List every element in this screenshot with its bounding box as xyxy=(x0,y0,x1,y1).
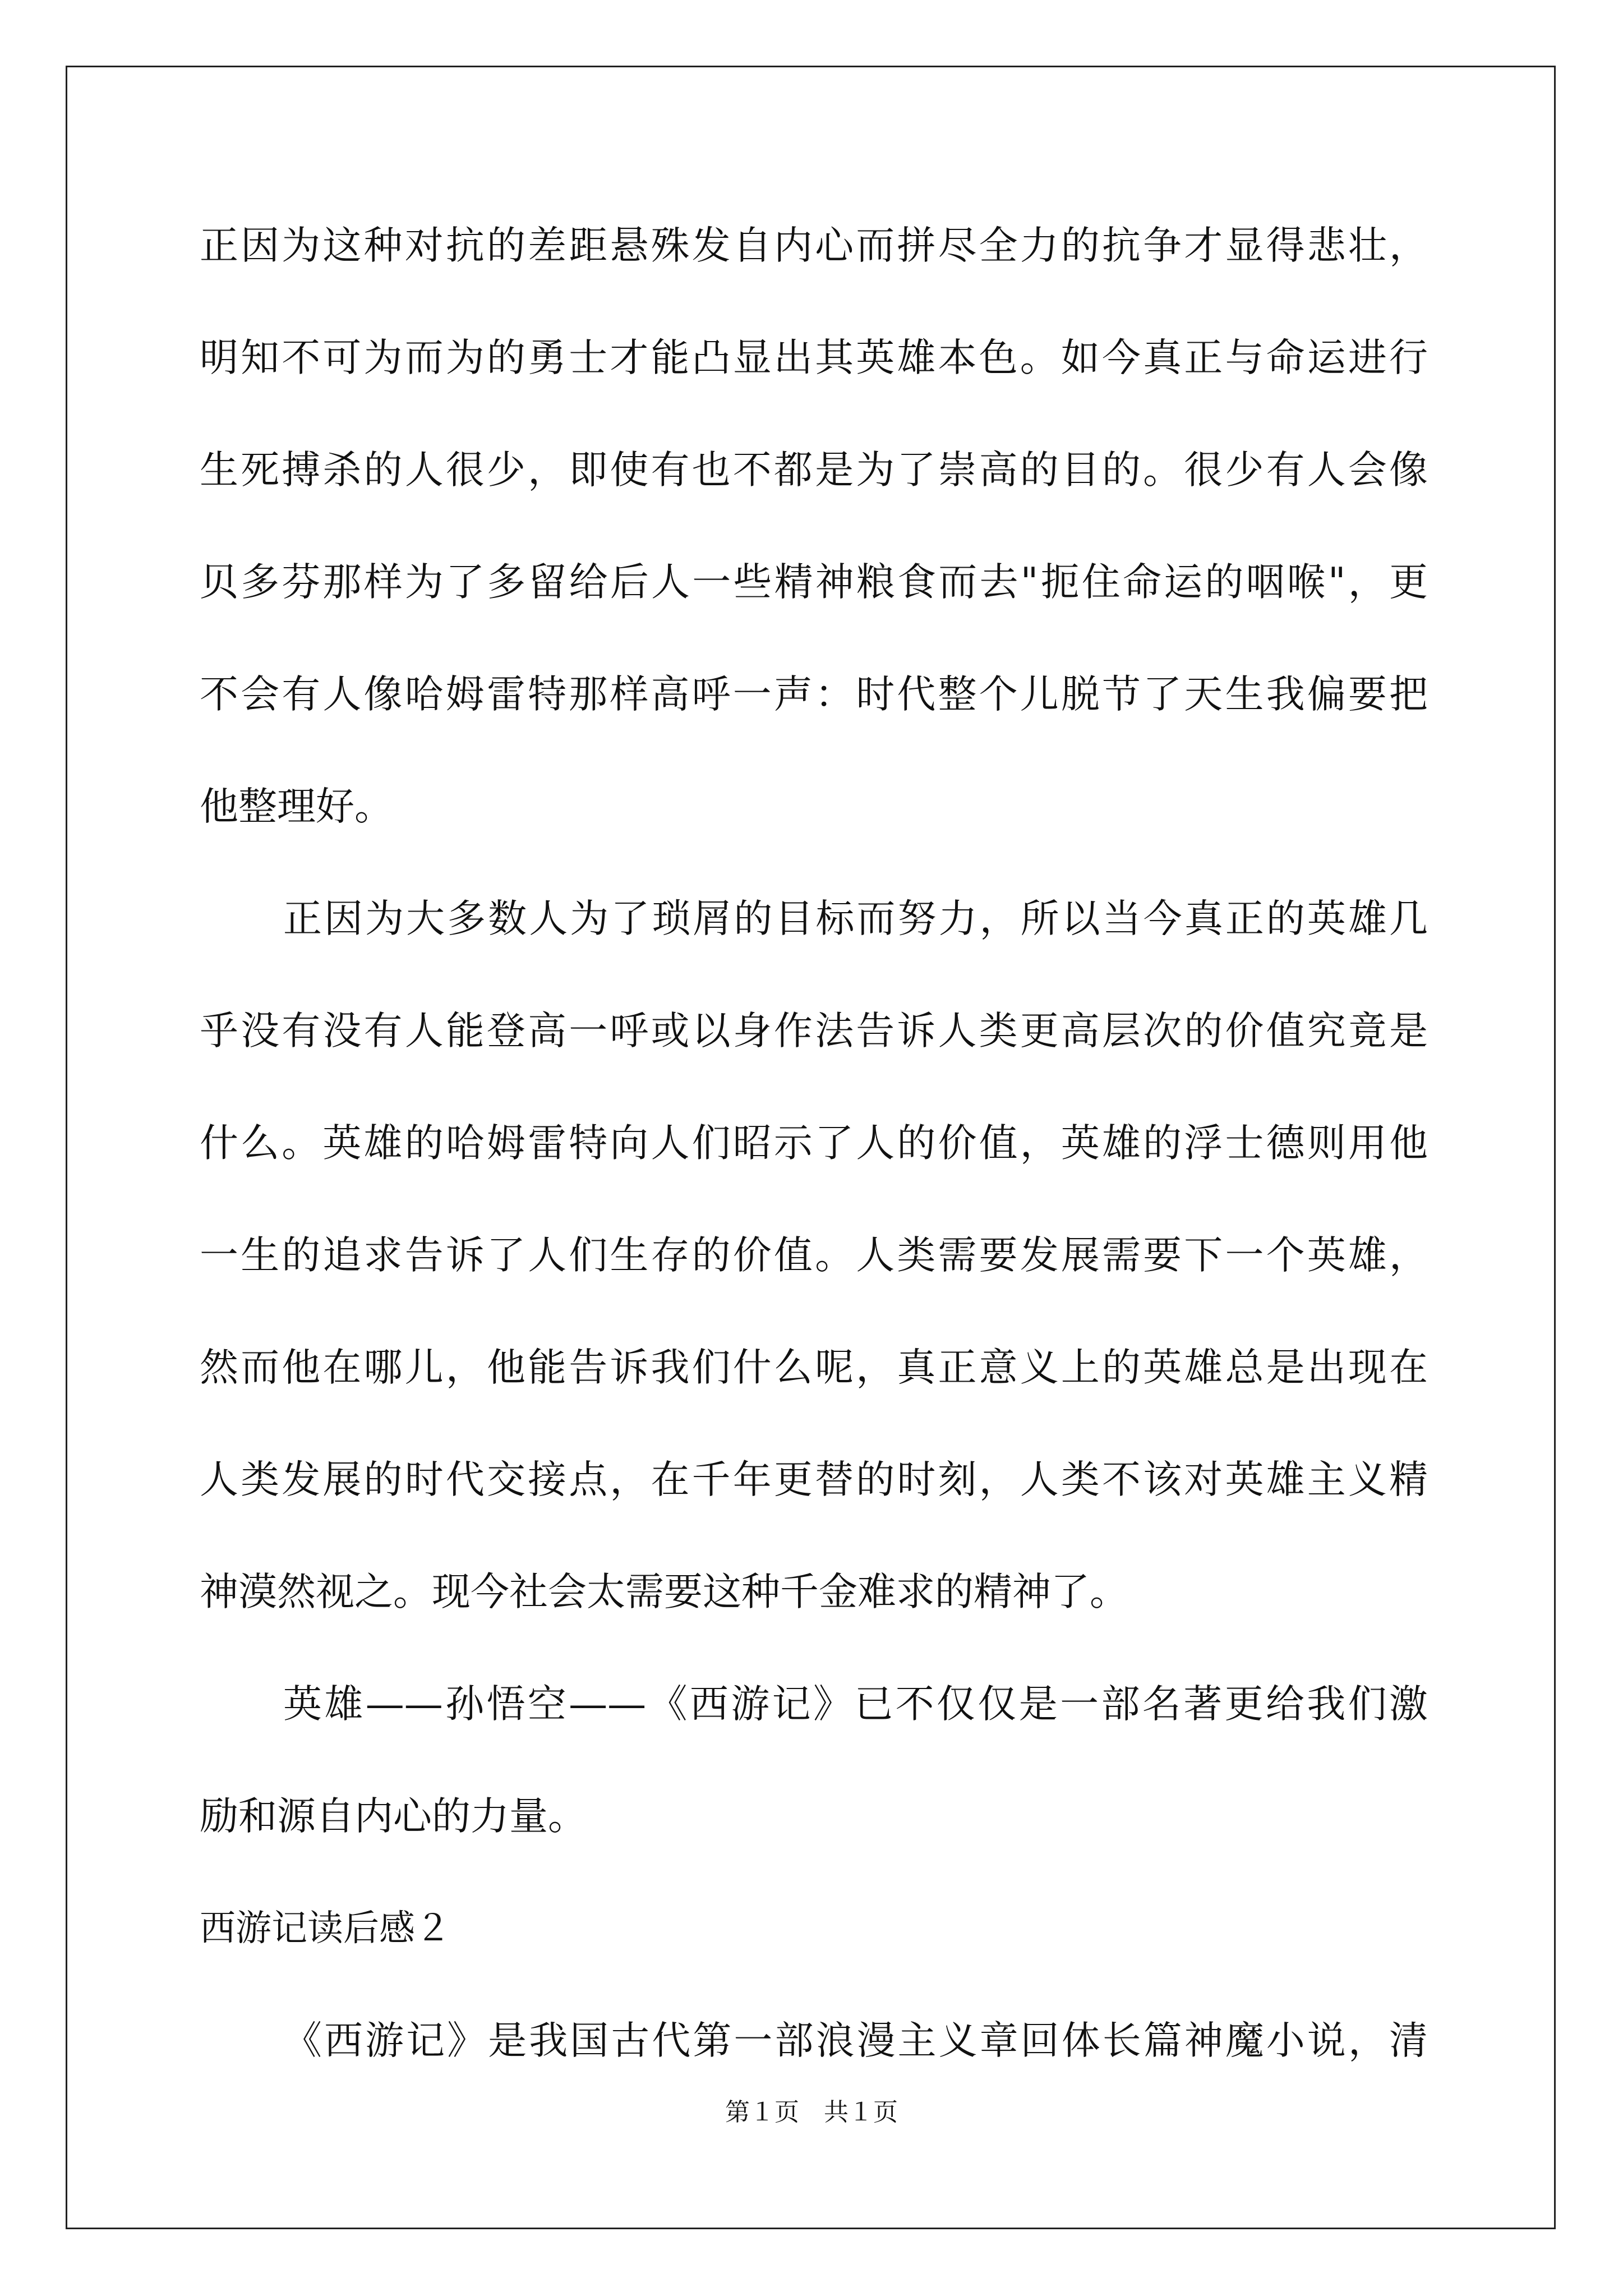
text-line: 不会有人像哈姆雷特那样高呼一声：时代整个儿脱节了天生我偏要把 xyxy=(200,672,1428,717)
text-line: 他整理好。 xyxy=(200,784,393,829)
text-line: 正因为这种对抗的差距悬殊发自内心而拼尽全力的抗争才显得悲壮， xyxy=(200,223,1428,268)
section-heading: 西游记读后感２ xyxy=(200,1908,451,1949)
text-line: 乎没有没有人能登高一呼或以身作法告诉人类更高层次的价值究竟是 xyxy=(200,1009,1428,1053)
text-line: 《西游记》是我国古代第一部浪漫主义章回体长篇神魔小说，清 xyxy=(283,2018,1428,2063)
text-line: 明知不可为而为的勇士才能凸显出其英雄本色。如今真正与命运进行 xyxy=(200,335,1428,380)
text-line: 神漠然视之。现今社会太需要这种千金难求的精神了。 xyxy=(200,1570,1128,1614)
text-line: 贝多芬那样为了多留给后人一些精神粮食而去"扼住命运的咽喉"，更 xyxy=(200,560,1428,605)
text-line: 生死搏杀的人很少，即使有也不都是为了崇高的目的。很少有人会像 xyxy=(200,448,1428,493)
page-footer: 第１页 共１页 xyxy=(725,2098,898,2127)
text-line: 英雄——孙悟空——《西游记》已不仅仅是一部名著更给我们激 xyxy=(283,1682,1428,1727)
text-line: 什么。英雄的哈姆雷特向人们昭示了人的价值，英雄的浮士德则用他 xyxy=(200,1121,1428,1166)
text-line: 人类发展的时代交接点，在千年更替的时刻，人类不该对英雄主义精 xyxy=(200,1457,1428,1502)
text-line: 正因为大多数人为了琐屑的目标而努力，所以当今真正的英雄几 xyxy=(283,896,1428,941)
text-line: 然而他在哪儿，他能告诉我们什么呢，真正意义上的英雄总是出现在 xyxy=(200,1345,1428,1390)
text-line: 励和源自内心的力量。 xyxy=(200,1794,587,1839)
text-line: 一生的追求告诉了人们生存的价值。人类需要发展需要下一个英雄， xyxy=(200,1233,1428,1278)
